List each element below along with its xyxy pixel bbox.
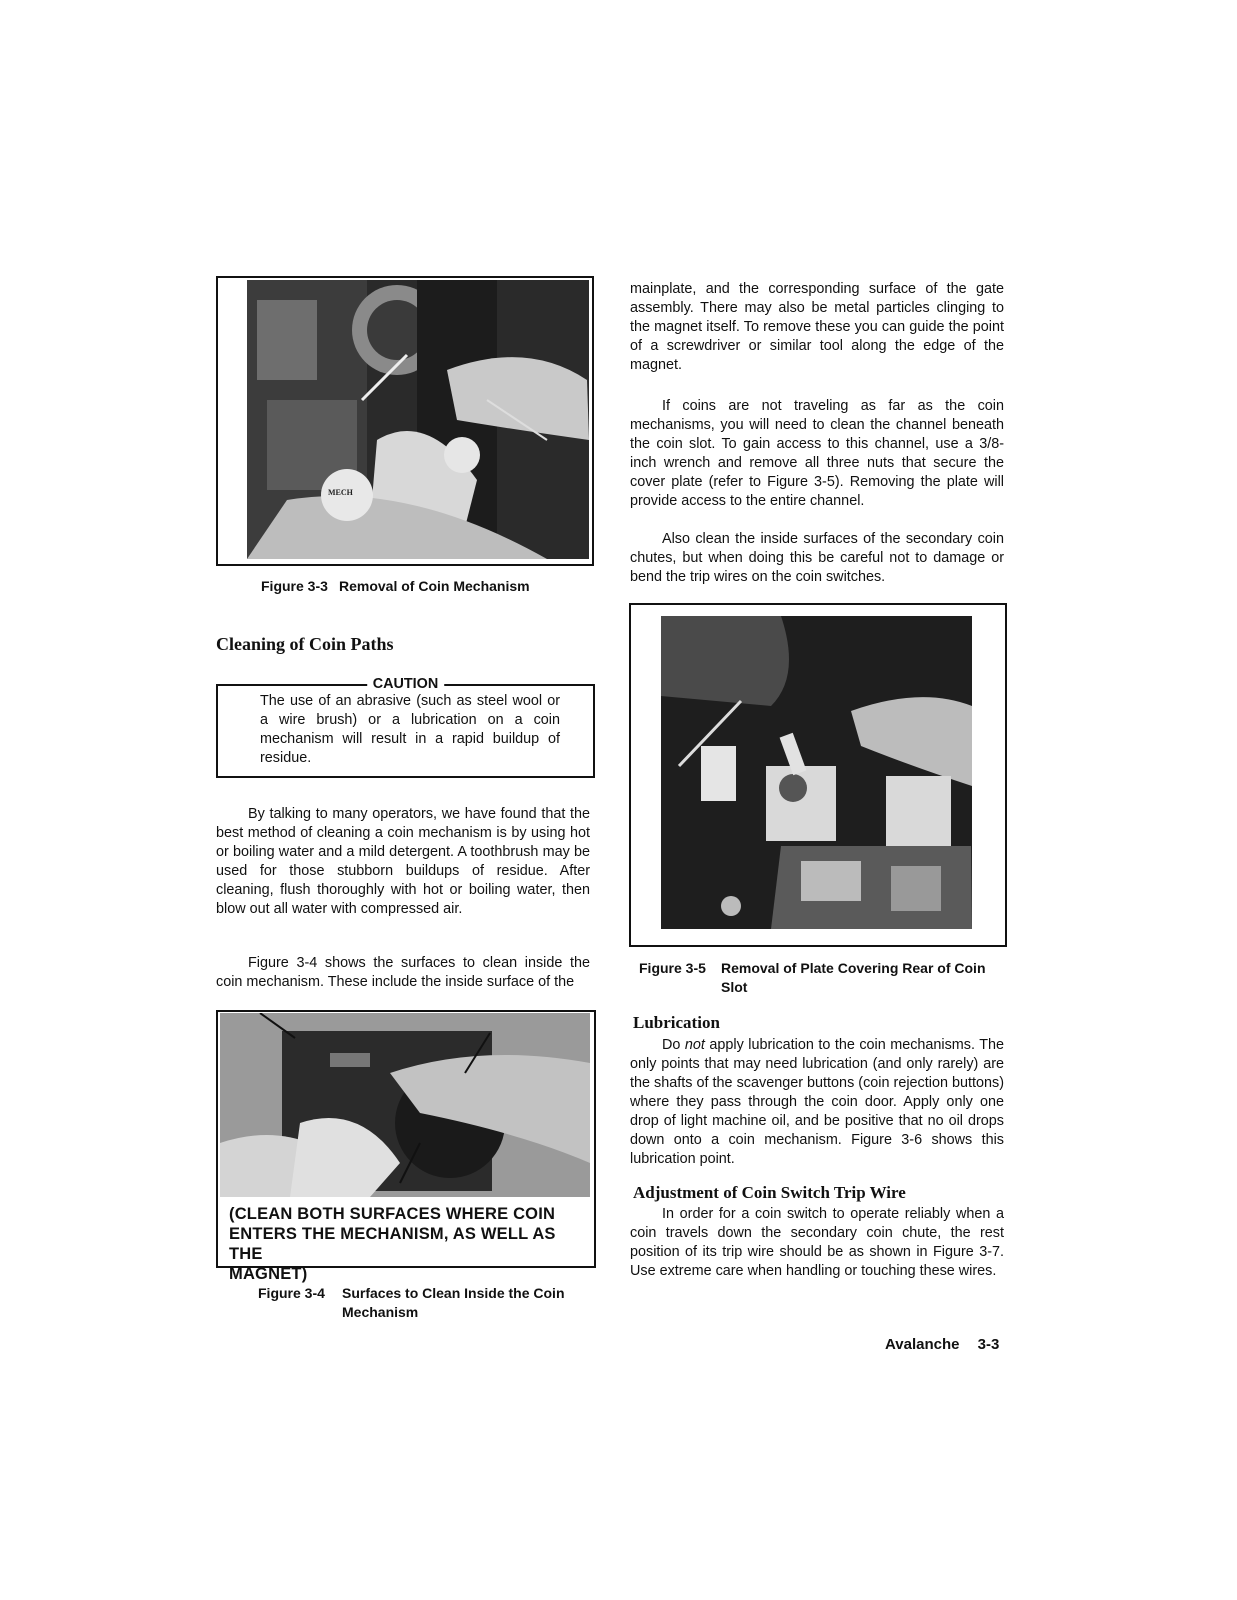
right-paragraph-1: mainplate, and the corresponding surface of the gate assembly. There may also be metal particles clinging to the magnet itself. To remove these you can guide the point of a screwdriver or similar tool along the edge of the magnet.	[630, 281, 1004, 373]
figure-3-5-title-1: Removal of Plate Covering Rear of Coin	[721, 960, 986, 976]
figure-3-4-photo	[220, 1013, 590, 1197]
figure-3-4-overlay	[229, 1204, 589, 1284]
figure-3-4-caption	[258, 1284, 598, 1322]
overlay-line-1: (CLEAN BOTH SURFACES WHERE COIN	[229, 1205, 556, 1223]
mech-badge-label: MECH	[328, 488, 353, 497]
caution-text: The use of an abrasive (such as steel wool or a wire brush) or a lubrication on a coin mechanism will result in a rapid buildup of residue.	[260, 693, 560, 766]
overlay-line-3: MAGNET)	[229, 1265, 308, 1283]
caution-box	[216, 676, 595, 778]
figure-3-3-number: Figure 3-3	[261, 578, 328, 594]
cleaning-heading: Cleaning of Coin Paths	[216, 634, 394, 654]
adjustment-heading: Adjustment of Coin Switch Trip Wire	[633, 1183, 906, 1202]
figure-3-5-caption	[639, 959, 1009, 997]
figure-3-3-caption	[261, 577, 591, 596]
figure-3-3-title: Removal of Coin Mechanism	[339, 578, 530, 594]
figure-3-4-title-1: Surfaces to Clean Inside the Coin	[342, 1285, 565, 1301]
adjustment-text: In order for a coin switch to operate reliably when a coin travels down the secondary coin chute, the rest position of its trip wire should be as shown in Figure 3-7. Use extreme care when handling or touching these wires.	[630, 1206, 1004, 1279]
footer-page: 3-3	[977, 1336, 1000, 1353]
caution-title	[218, 675, 593, 693]
left-paragraph-1: By talking to many operators, we have found that the best method of cleaning a coin mechanism is by using hot or boiling water and a mild detergent. A toothbrush may be used for those stubborn buildups of residue. After cleaning, flush thoroughly with hot or boiling water, then blow out all water with compressed air.	[216, 806, 590, 917]
page-footer	[885, 1336, 1005, 1353]
lub-do: Do	[662, 1037, 685, 1053]
figure-3-5-number: Figure 3-5	[639, 960, 706, 976]
lub-not-emphasis: not	[684, 1037, 705, 1053]
overlay-line-2: ENTERS THE MECHANISM, AS WELL AS THE	[229, 1225, 556, 1263]
left-paragraph-2: Figure 3-4 shows the surfaces to clean inside the coin mechanism. These include the inside surface of the	[216, 955, 590, 990]
figure-3-4-title-2: Mechanism	[342, 1304, 419, 1320]
lub-rest: apply lubrication to the coin mechanisms. The only points that may need lubrication (and only rarely) are the shafts of the scavenger buttons (coin rejection buttons) where they pass through the coin door. Apply only one drop of light machine oil, and be positive that no oil drops down onto a coin mechanism. Figure 3-6 shows this lubrication point.	[630, 1037, 1004, 1167]
figure-3-5-title-2: Slot	[721, 979, 748, 995]
right-paragraph-3: Also clean the inside surfaces of the secondary coin chutes, but when doing this be careful not to damage or bend the trip wires on the coin switches.	[630, 531, 1004, 585]
figure-3-5-photo	[661, 616, 972, 929]
figure-3-4-number: Figure 3-4	[258, 1285, 325, 1301]
footer-name: Avalanche	[885, 1336, 960, 1353]
lubrication-heading: Lubrication	[633, 1013, 720, 1032]
right-paragraph-2: If coins are not traveling as far as the coin mechanisms, you will need to clean the channel beneath the coin slot. To gain access to this channel, use a 3/8-inch wrench and remove all three nuts that secure the cover plate (refer to Figure 3-5). Removing the plate will provide access to the entire channel.	[630, 398, 1004, 509]
figure-3-3-photo	[247, 280, 589, 559]
lubrication-text	[630, 1036, 1004, 1169]
caution-label: CAUTION	[367, 675, 445, 693]
